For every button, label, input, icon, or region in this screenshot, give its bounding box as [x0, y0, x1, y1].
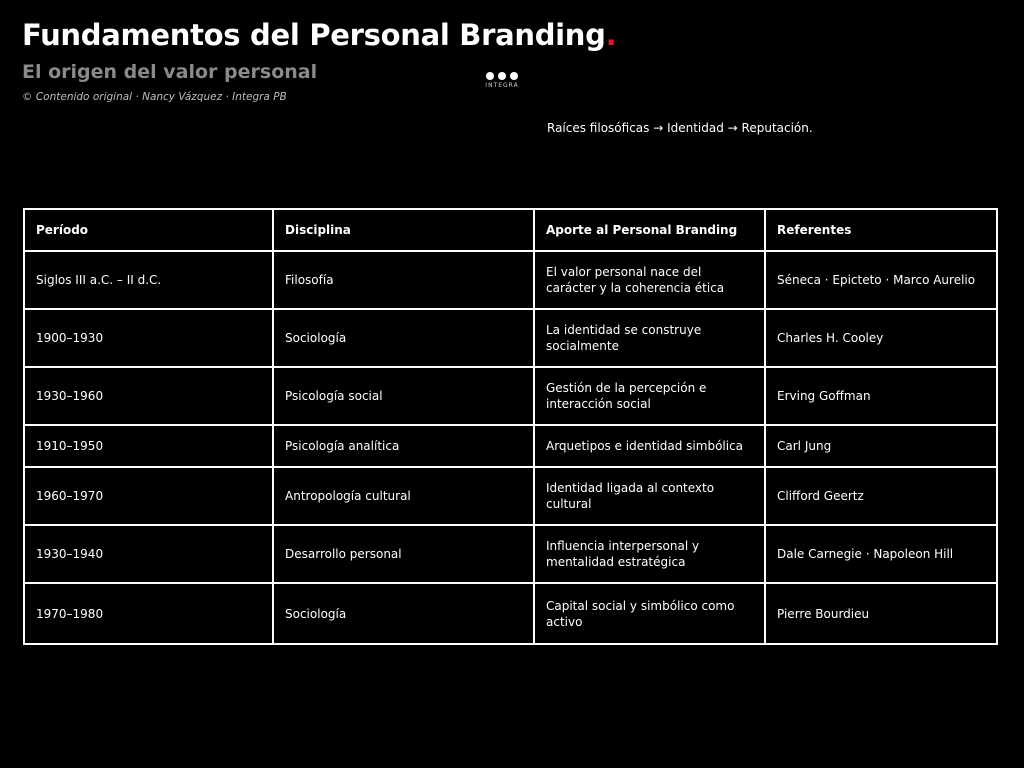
column-header-contribution: Aporte al Personal Branding: [534, 209, 765, 251]
page-title: [22, 18, 616, 52]
cell-period: 1960–1970: [24, 467, 273, 525]
branding-foundations-table: [23, 208, 998, 645]
cell-period: 1910–1950: [24, 425, 273, 467]
cell-period: 1900–1930: [24, 309, 273, 367]
cell-contribution: Gestión de la percepción e interacción social: [534, 367, 765, 425]
title-accent-dot: .: [605, 18, 617, 52]
cell-contribution: Influencia interpersonal y mentalidad estratégica: [534, 525, 765, 583]
cell-contribution: Identidad ligada al contexto cultural: [534, 467, 765, 525]
cell-references: Séneca · Epicteto · Marco Aurelio: [765, 251, 997, 309]
table-row: [24, 583, 997, 644]
integra-logo: [480, 72, 524, 94]
cell-period: 1930–1960: [24, 367, 273, 425]
copyright-credit: © Contenido original · Nancy Vázquez · Integra PB: [22, 91, 287, 103]
cell-contribution: El valor personal nace del carácter y la coherencia ética: [534, 251, 765, 309]
cell-discipline: Psicología analítica: [273, 425, 534, 467]
table-header-row: [24, 209, 997, 251]
cell-period: 1930–1940: [24, 525, 273, 583]
table-row: [24, 525, 997, 583]
cell-discipline: Filosofía: [273, 251, 534, 309]
table-row: [24, 367, 997, 425]
cell-period: 1970–1980: [24, 583, 273, 644]
cell-references: Dale Carnegie · Napoleon Hill: [765, 525, 997, 583]
cell-period: Siglos III a.C. – II d.C.: [24, 251, 273, 309]
table-row: [24, 309, 997, 367]
cell-references: Erving Goffman: [765, 367, 997, 425]
cell-discipline: Psicología social: [273, 367, 534, 425]
table-row: [24, 425, 997, 467]
cell-contribution: Capital social y simbólico como activo: [534, 583, 765, 644]
cell-contribution: La identidad se construye socialmente: [534, 309, 765, 367]
three-dots-logo-icon: [480, 72, 524, 80]
tagline: Raíces filosóficas → Identidad → Reputación.: [547, 121, 813, 135]
cell-discipline: Desarrollo personal: [273, 525, 534, 583]
cell-discipline: Sociología: [273, 309, 534, 367]
column-header-discipline: Disciplina: [273, 209, 534, 251]
cell-references: Pierre Bourdieu: [765, 583, 997, 644]
cell-contribution: Arquetipos e identidad simbólica: [534, 425, 765, 467]
page-title-text: Fundamentos del Personal Branding: [22, 18, 606, 52]
column-header-references: Referentes: [765, 209, 997, 251]
table-row: [24, 467, 997, 525]
table-row: [24, 251, 997, 309]
page-subtitle: El origen del valor personal: [22, 61, 318, 83]
column-header-period: Período: [24, 209, 273, 251]
logo-wordmark: INTEGRA: [485, 82, 519, 89]
cell-references: Charles H. Cooley: [765, 309, 997, 367]
cell-discipline: Antropología cultural: [273, 467, 534, 525]
cell-references: Carl Jung: [765, 425, 997, 467]
cell-references: Clifford Geertz: [765, 467, 997, 525]
cell-discipline: Sociología: [273, 583, 534, 644]
